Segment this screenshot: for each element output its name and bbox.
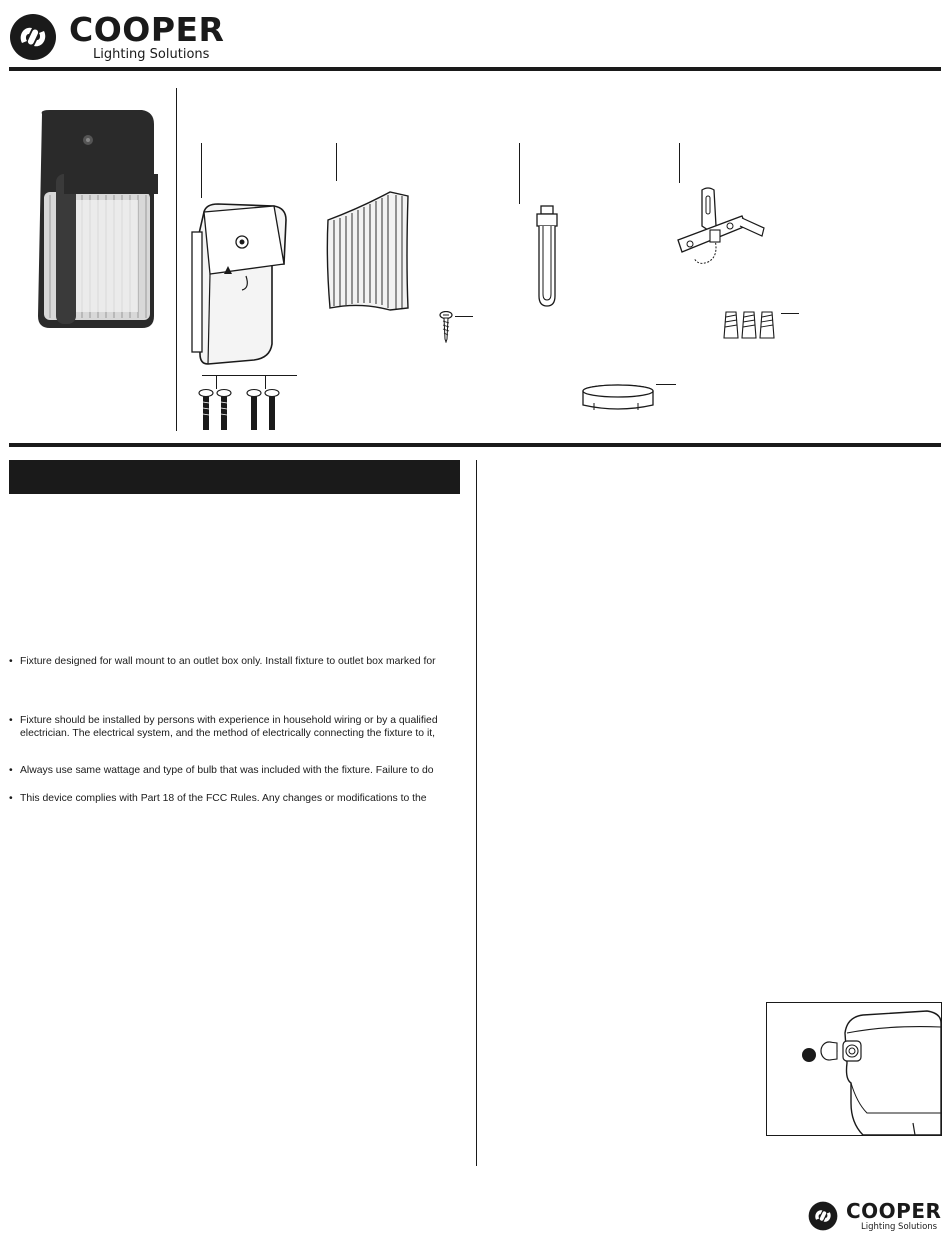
wood-screw-part — [439, 311, 453, 343]
callout-tick-screws-b — [265, 375, 266, 389]
callout-line-wire-nuts — [781, 313, 799, 314]
bullet-text: This device complies with Part 18 of the FCC Rules. Any changes or modifications to the — [20, 793, 427, 804]
cooper-logo-icon — [808, 1201, 838, 1231]
bullet-dot: • — [9, 793, 13, 804]
housing-part — [190, 202, 290, 366]
photocell-detail-illustration — [767, 1003, 941, 1135]
illustration-divider — [176, 88, 177, 431]
bullet-text-continued: electrician. The electrical system, and the method of electrically connecting the fixture to it, — [20, 728, 436, 739]
callout-line-wood-screw — [455, 316, 473, 317]
diffuser-lens-part — [320, 190, 412, 316]
callout-line-lens — [336, 143, 337, 181]
bulb-part — [530, 204, 564, 308]
mounting-screws-part — [196, 388, 282, 432]
wire-nuts-part — [722, 308, 780, 340]
detail-figure — [766, 1002, 942, 1136]
bullet-dot: • — [9, 656, 13, 667]
header-logo — [9, 10, 225, 63]
bullet-text: Fixture designed for wall mount to an outlet box only. Install fixture to outlet box marked for — [20, 656, 436, 667]
callout-tick-screws-a — [216, 375, 217, 389]
cooper-logo-icon — [9, 13, 57, 61]
fixture-illustration — [30, 110, 160, 332]
callout-line-cap — [656, 384, 676, 385]
footer-logo — [808, 1199, 942, 1233]
header-rule — [9, 67, 941, 71]
callout-line-housing — [201, 143, 202, 198]
brand-tagline: Lighting Solutions — [861, 1222, 938, 1232]
mounting-strap-part — [668, 186, 772, 268]
bullet-dot: • — [9, 765, 13, 776]
callout-line-strap — [679, 143, 680, 183]
brand-name: COOPER — [846, 1199, 942, 1223]
bullet-dot: • — [9, 715, 13, 726]
brand-tagline: Lighting Solutions — [93, 47, 210, 62]
column-divider — [476, 460, 477, 1166]
photocell-cap-part — [580, 383, 656, 413]
bullet-text: Always use same wattage and type of bulb that was included with the fixture. Failure to do — [20, 765, 434, 776]
callout-line-bulb — [519, 143, 520, 204]
safety-bullet-2 — [9, 714, 461, 740]
brand-name: COOPER — [69, 10, 225, 49]
bullet-text: Fixture should be installed by persons with experience in household wiring or by a qualified — [20, 715, 438, 726]
section-banner — [9, 460, 460, 494]
section-rule — [9, 443, 941, 447]
